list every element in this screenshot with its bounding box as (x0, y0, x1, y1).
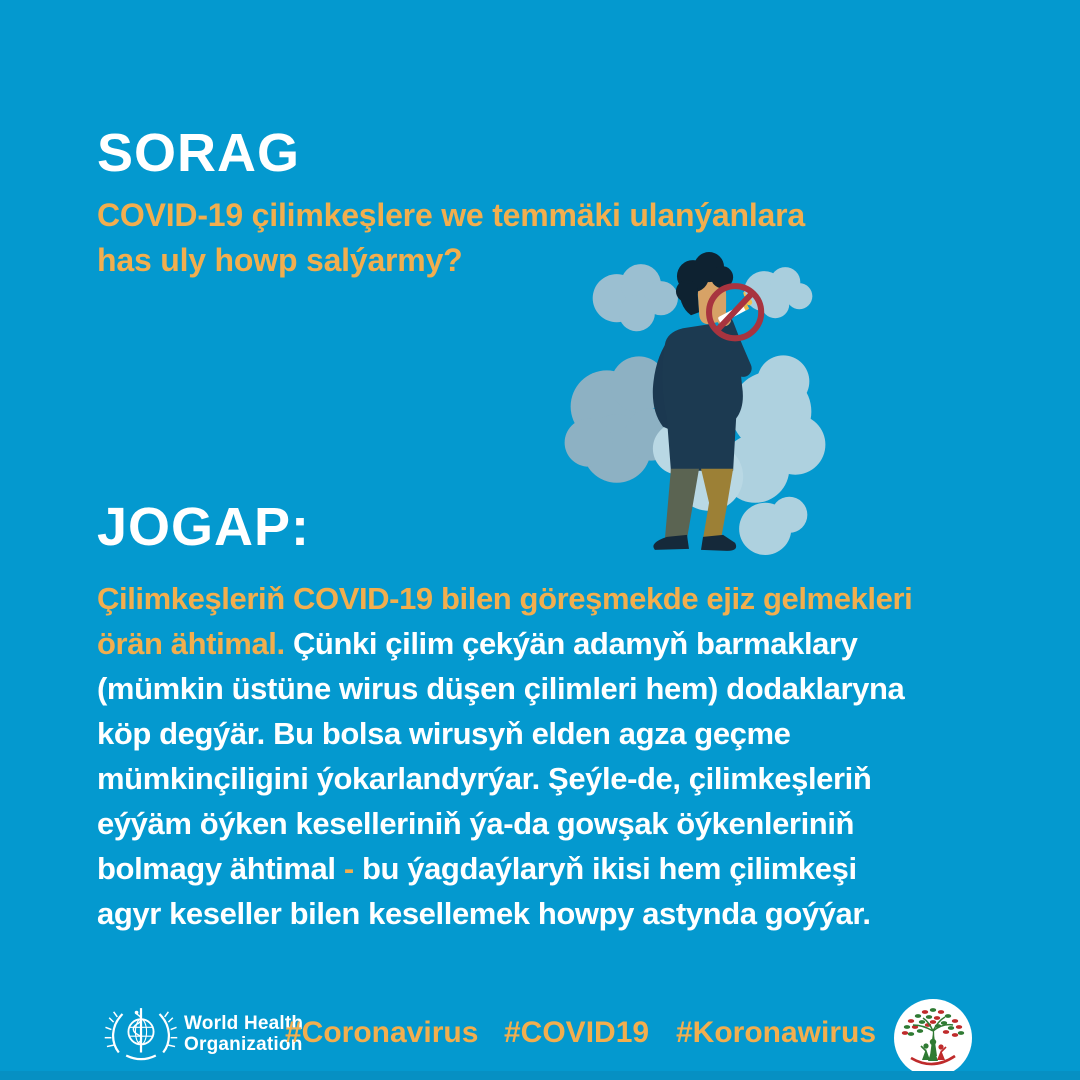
answer-segment: eýýäm öýken keselleriniň ýa-da gowşak öýkenleriniň (97, 806, 855, 841)
answer-line (97, 711, 912, 756)
answer-segment: mümkinçiligini ýokarlandyrýar. Şeýle-de, çilimkeşleriň (97, 761, 872, 796)
tree-people-logo-icon (893, 998, 973, 1078)
answer-segment: Çünki çilim çekýän adamyň barmaklary (284, 626, 858, 661)
answer-segment: - (343, 851, 362, 886)
who-name-line-1: World Health (184, 1013, 304, 1034)
answer-segment: bolmagy ähtimal (97, 851, 344, 886)
answer-segment: Çilimkeşleriň COVID-19 bilen göreşmekde ejiz gelmekleri (97, 581, 913, 616)
answer-segment: örän ähtimal. (97, 626, 285, 661)
answer-segment: agyr keseller bilen kesellemek howpy astynda goýýar. (97, 896, 871, 931)
hashtag-covid19: #COVID19 (504, 1016, 650, 1049)
question-heading: SORAG (97, 123, 301, 183)
smoker-illustration (558, 236, 830, 572)
answer-line (97, 846, 912, 891)
question-line-1: COVID-19 çilimkeşlere we temmäki ulanýanlara (97, 197, 805, 233)
answer-line (97, 621, 912, 666)
answer-line (97, 756, 912, 801)
answer-segment: köp degýär. Bu bolsa wirusyň elden agza geçme (97, 716, 791, 751)
answer-segment: bu ýagdaýlaryň ikisi hem çilimkeşi (361, 851, 857, 886)
who-name-line-2: Organization (184, 1034, 303, 1055)
question-line-2: has uly howp salýarmy? (97, 242, 463, 278)
answer-line (97, 801, 912, 846)
answer-text (97, 576, 912, 936)
footer (0, 985, 1080, 1080)
answer-line (97, 666, 912, 711)
bottom-bar (0, 1071, 1080, 1080)
answer-line (97, 891, 912, 936)
who-emblem-icon (104, 1003, 178, 1065)
answer-segment: (mümkin üstüne wirus düşen çilimleri hem) dodaklaryna (97, 671, 905, 706)
hashtag-coronavirus: #Coronavirus (285, 1016, 479, 1049)
answer-line (97, 576, 912, 621)
answer-heading: JOGAP: (97, 497, 311, 557)
hashtag-koronawirus: #Koronawirus (676, 1016, 877, 1049)
